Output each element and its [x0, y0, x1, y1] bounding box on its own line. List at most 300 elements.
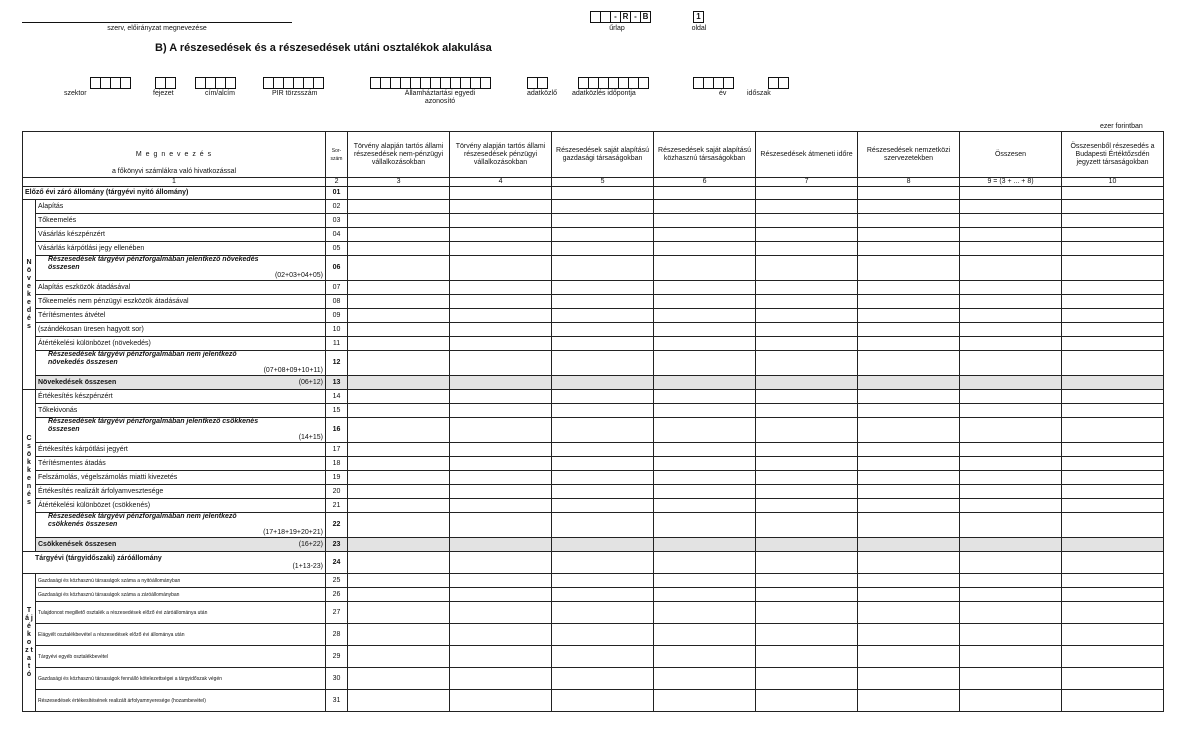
value-cell[interactable] — [552, 552, 654, 574]
value-cell[interactable] — [654, 337, 756, 351]
value-cell[interactable] — [1062, 376, 1164, 390]
value-cell[interactable] — [756, 404, 858, 418]
value-cell[interactable] — [960, 538, 1062, 552]
aht-label: Államháztartási egyedi azonosító — [404, 90, 476, 105]
value-cell[interactable] — [654, 390, 756, 404]
form-label: űrlap — [609, 25, 625, 32]
year-boxes[interactable] — [693, 77, 734, 89]
value-cell[interactable] — [552, 418, 654, 443]
value-cell[interactable] — [348, 309, 450, 323]
value-cell[interactable] — [654, 200, 756, 214]
value-cell[interactable] — [552, 390, 654, 404]
header-col-7: Részesedések átmeneti időre — [756, 132, 858, 178]
value-cell[interactable] — [654, 443, 756, 457]
aht-boxes[interactable] — [370, 77, 491, 89]
value-cell[interactable] — [552, 443, 654, 457]
value-cell[interactable] — [858, 443, 960, 457]
value-cell[interactable] — [858, 471, 960, 485]
value-cell[interactable] — [348, 443, 450, 457]
value-cell[interactable] — [1062, 323, 1164, 337]
row-label-text: Tőkekivonás — [38, 406, 78, 414]
value-cell[interactable] — [1062, 443, 1164, 457]
value-cell[interactable] — [348, 376, 450, 390]
row-number: 06 — [326, 256, 348, 281]
value-cell[interactable] — [654, 457, 756, 471]
pir-boxes[interactable] — [263, 77, 324, 89]
value-cell[interactable] — [348, 418, 450, 443]
value-cell[interactable] — [756, 538, 858, 552]
value-cell[interactable] — [450, 351, 552, 376]
value-cell[interactable] — [756, 624, 858, 646]
row-label — [36, 457, 326, 471]
value-cell[interactable] — [654, 228, 756, 242]
header-name: M e g n e v e z é s a főkönyvi számlákra való hivatkozással — [23, 132, 326, 178]
value-cell[interactable] — [654, 602, 756, 624]
value-cell[interactable] — [1062, 295, 1164, 309]
value-cell[interactable] — [348, 351, 450, 376]
value-cell[interactable] — [858, 242, 960, 256]
value-cell[interactable] — [450, 187, 552, 200]
value-cell[interactable] — [858, 668, 960, 690]
value-cell[interactable] — [1062, 602, 1164, 624]
value-cell[interactable] — [960, 309, 1062, 323]
value-cell[interactable] — [348, 323, 450, 337]
value-cell[interactable] — [552, 668, 654, 690]
row-label — [36, 228, 326, 242]
table-row — [23, 351, 1164, 376]
value-cell[interactable] — [450, 376, 552, 390]
value-cell[interactable] — [450, 323, 552, 337]
value-cell[interactable] — [756, 443, 858, 457]
value-cell[interactable] — [450, 668, 552, 690]
table-row — [23, 574, 1164, 588]
value-cell[interactable] — [960, 457, 1062, 471]
value-cell[interactable] — [756, 214, 858, 228]
value-cell[interactable] — [756, 390, 858, 404]
value-cell[interactable] — [858, 538, 960, 552]
value-cell[interactable] — [756, 418, 858, 443]
value-cell[interactable] — [348, 574, 450, 588]
value-cell[interactable] — [1062, 485, 1164, 499]
value-cell[interactable] — [858, 309, 960, 323]
value-cell[interactable] — [654, 214, 756, 228]
value-cell[interactable] — [348, 200, 450, 214]
value-cell[interactable] — [348, 228, 450, 242]
value-cell[interactable] — [348, 256, 450, 281]
value-cell[interactable] — [552, 457, 654, 471]
value-cell[interactable] — [348, 588, 450, 602]
value-cell[interactable] — [654, 552, 756, 574]
value-cell[interactable] — [1062, 574, 1164, 588]
value-cell[interactable] — [960, 624, 1062, 646]
value-cell[interactable] — [552, 242, 654, 256]
value-cell[interactable] — [654, 668, 756, 690]
value-cell[interactable] — [654, 281, 756, 295]
row-label-text: Részesedések értékesítésének realizált árfolyamnyeresége (hozambevétel) — [38, 697, 206, 704]
value-cell[interactable] — [1062, 624, 1164, 646]
value-cell[interactable] — [960, 351, 1062, 376]
col-number-1: 1 — [23, 178, 326, 187]
value-cell[interactable] — [348, 624, 450, 646]
value-cell[interactable] — [858, 256, 960, 281]
value-cell[interactable] — [756, 588, 858, 602]
value-cell[interactable] — [450, 499, 552, 513]
value-cell[interactable] — [858, 404, 960, 418]
row-number: 09 — [326, 309, 348, 323]
value-cell[interactable] — [858, 690, 960, 712]
value-cell[interactable] — [858, 228, 960, 242]
value-cell[interactable] — [1062, 256, 1164, 281]
value-cell[interactable] — [960, 187, 1062, 200]
value-cell[interactable] — [348, 337, 450, 351]
value-cell[interactable] — [450, 309, 552, 323]
value-cell[interactable] — [552, 295, 654, 309]
value-cell[interactable] — [348, 390, 450, 404]
value-cell[interactable] — [858, 390, 960, 404]
value-cell[interactable] — [756, 471, 858, 485]
value-cell[interactable] — [552, 646, 654, 668]
value-cell[interactable] — [756, 242, 858, 256]
value-cell[interactable] — [858, 646, 960, 668]
value-cell[interactable] — [348, 404, 450, 418]
value-cell[interactable] — [654, 404, 756, 418]
value-cell[interactable] — [1062, 457, 1164, 471]
value-cell[interactable] — [450, 443, 552, 457]
value-cell[interactable] — [450, 574, 552, 588]
value-cell[interactable] — [348, 187, 450, 200]
table-row — [23, 499, 1164, 513]
row-formula: (16+22) — [298, 540, 324, 548]
value-cell[interactable] — [1062, 538, 1164, 552]
value-cell[interactable] — [1062, 471, 1164, 485]
row-number: 14 — [326, 390, 348, 404]
value-cell[interactable] — [348, 485, 450, 499]
value-cell[interactable] — [348, 538, 450, 552]
value-cell[interactable] — [654, 323, 756, 337]
value-cell[interactable] — [1062, 281, 1164, 295]
value-cell[interactable] — [654, 574, 756, 588]
value-cell[interactable] — [960, 323, 1062, 337]
value-cell[interactable] — [552, 309, 654, 323]
value-cell[interactable] — [1062, 351, 1164, 376]
col-number-6: 6 — [654, 178, 756, 187]
value-cell[interactable] — [552, 323, 654, 337]
value-cell[interactable] — [450, 295, 552, 309]
value-cell[interactable] — [654, 295, 756, 309]
value-cell[interactable] — [756, 552, 858, 574]
date-boxes[interactable] — [578, 77, 649, 89]
value-cell[interactable] — [450, 646, 552, 668]
value-cell[interactable] — [756, 323, 858, 337]
value-cell[interactable] — [960, 228, 1062, 242]
value-cell[interactable] — [1062, 668, 1164, 690]
row-label — [36, 646, 326, 668]
value-cell[interactable] — [858, 187, 960, 200]
row-number: 18 — [326, 457, 348, 471]
value-cell[interactable] — [960, 668, 1062, 690]
value-cell[interactable] — [858, 485, 960, 499]
value-cell[interactable] — [552, 538, 654, 552]
value-cell[interactable] — [756, 499, 858, 513]
col-number-2: 2 — [326, 178, 348, 187]
value-cell[interactable] — [348, 690, 450, 712]
value-cell[interactable] — [450, 281, 552, 295]
value-cell[interactable] — [1062, 309, 1164, 323]
value-cell[interactable] — [450, 588, 552, 602]
value-cell[interactable] — [960, 214, 1062, 228]
value-cell[interactable] — [960, 242, 1062, 256]
value-cell[interactable] — [756, 646, 858, 668]
table-row — [23, 281, 1164, 295]
value-cell[interactable] — [1062, 228, 1164, 242]
row-label — [23, 552, 326, 574]
value-cell[interactable] — [552, 200, 654, 214]
value-cell[interactable] — [756, 295, 858, 309]
value-cell[interactable] — [1062, 242, 1164, 256]
value-cell[interactable] — [654, 242, 756, 256]
value-cell[interactable] — [654, 351, 756, 376]
value-cell[interactable] — [348, 242, 450, 256]
value-cell[interactable] — [552, 214, 654, 228]
value-cell[interactable] — [960, 552, 1062, 574]
value-cell[interactable] — [960, 690, 1062, 712]
value-cell[interactable] — [552, 351, 654, 376]
value-cell[interactable] — [552, 574, 654, 588]
value-cell[interactable] — [858, 588, 960, 602]
row-formula: (17+18+19+20+21) — [263, 529, 324, 536]
value-cell[interactable] — [654, 485, 756, 499]
value-cell[interactable] — [756, 457, 858, 471]
value-cell[interactable] — [858, 376, 960, 390]
value-cell[interactable] — [960, 200, 1062, 214]
value-cell[interactable] — [1062, 588, 1164, 602]
value-cell[interactable] — [1062, 646, 1164, 668]
value-cell[interactable] — [552, 471, 654, 485]
value-cell[interactable] — [450, 200, 552, 214]
value-cell[interactable] — [654, 418, 756, 443]
value-cell[interactable] — [1062, 513, 1164, 538]
value-cell[interactable] — [552, 228, 654, 242]
value-cell[interactable] — [960, 602, 1062, 624]
value-cell[interactable] — [552, 281, 654, 295]
value-cell[interactable] — [654, 256, 756, 281]
row-number: 03 — [326, 214, 348, 228]
value-cell[interactable] — [654, 376, 756, 390]
row-label-text: Értékesítés kárpótlási jegyért — [38, 445, 128, 453]
value-cell[interactable] — [960, 390, 1062, 404]
value-cell[interactable] — [552, 588, 654, 602]
value-cell[interactable] — [756, 228, 858, 242]
value-cell[interactable] — [654, 690, 756, 712]
value-cell[interactable] — [348, 281, 450, 295]
value-cell[interactable] — [960, 443, 1062, 457]
value-cell[interactable] — [348, 646, 450, 668]
value-cell[interactable] — [450, 471, 552, 485]
table-row — [23, 200, 1164, 214]
value-cell[interactable] — [858, 337, 960, 351]
value-cell[interactable] — [858, 323, 960, 337]
value-cell[interactable] — [756, 574, 858, 588]
value-cell[interactable] — [348, 552, 450, 574]
value-cell[interactable] — [960, 646, 1062, 668]
value-cell[interactable] — [552, 624, 654, 646]
row-label-text: Felszámolás, végelszámolás miatti kivezetés — [38, 473, 178, 481]
value-cell[interactable] — [756, 200, 858, 214]
value-cell[interactable] — [1062, 337, 1164, 351]
value-cell[interactable] — [450, 690, 552, 712]
value-cell[interactable] — [654, 624, 756, 646]
row-label — [36, 485, 326, 499]
value-cell[interactable] — [756, 187, 858, 200]
value-cell[interactable] — [552, 376, 654, 390]
col-number-3: 3 — [348, 178, 450, 187]
value-cell[interactable] — [960, 499, 1062, 513]
value-cell[interactable] — [450, 552, 552, 574]
value-cell[interactable] — [552, 499, 654, 513]
value-cell[interactable] — [858, 457, 960, 471]
value-cell[interactable] — [450, 214, 552, 228]
value-cell[interactable] — [552, 602, 654, 624]
value-cell[interactable] — [858, 499, 960, 513]
value-cell[interactable] — [960, 513, 1062, 538]
sector-boxes[interactable] — [90, 77, 131, 89]
value-cell[interactable] — [348, 214, 450, 228]
value-cell[interactable] — [348, 471, 450, 485]
value-cell[interactable] — [960, 471, 1062, 485]
value-cell[interactable] — [348, 499, 450, 513]
value-cell[interactable] — [450, 242, 552, 256]
value-cell[interactable] — [960, 376, 1062, 390]
value-cell[interactable] — [858, 602, 960, 624]
value-cell[interactable] — [756, 668, 858, 690]
value-cell[interactable] — [960, 418, 1062, 443]
value-cell[interactable] — [960, 256, 1062, 281]
value-cell[interactable] — [960, 485, 1062, 499]
page-box[interactable]: 1 — [693, 11, 704, 23]
value-cell[interactable] — [756, 256, 858, 281]
value-cell[interactable] — [858, 624, 960, 646]
value-cell[interactable] — [450, 256, 552, 281]
row-label — [36, 602, 326, 624]
period-label: időszak — [747, 90, 771, 97]
value-cell[interactable] — [654, 187, 756, 200]
value-cell[interactable] — [858, 513, 960, 538]
value-cell[interactable] — [960, 404, 1062, 418]
value-cell[interactable] — [552, 187, 654, 200]
value-cell[interactable] — [654, 471, 756, 485]
year-label: év — [719, 90, 727, 97]
value-cell[interactable] — [1062, 418, 1164, 443]
table-row — [23, 228, 1164, 242]
value-cell[interactable] — [552, 485, 654, 499]
value-cell[interactable] — [858, 418, 960, 443]
value-cell[interactable] — [960, 588, 1062, 602]
value-cell[interactable] — [756, 485, 858, 499]
value-cell[interactable] — [1062, 214, 1164, 228]
value-cell[interactable] — [858, 552, 960, 574]
value-cell[interactable] — [654, 499, 756, 513]
value-cell[interactable] — [858, 574, 960, 588]
value-cell[interactable] — [450, 337, 552, 351]
chapter-boxes[interactable] — [155, 77, 176, 89]
side-label-csokkenes: C s ö k k e n é s — [23, 390, 36, 552]
value-cell[interactable] — [450, 485, 552, 499]
value-cell[interactable] — [1062, 187, 1164, 200]
value-cell[interactable] — [858, 200, 960, 214]
value-cell[interactable] — [858, 214, 960, 228]
value-cell[interactable] — [756, 351, 858, 376]
value-cell[interactable] — [756, 513, 858, 538]
row-label-text: Gazdasági és közhasznú társaságok száma a nyitóállományban — [38, 577, 181, 584]
row-label — [36, 443, 326, 457]
value-cell[interactable] — [1062, 552, 1164, 574]
value-cell[interactable] — [450, 404, 552, 418]
row-label — [36, 513, 326, 538]
value-cell[interactable] — [654, 646, 756, 668]
value-cell[interactable] — [450, 418, 552, 443]
value-cell[interactable] — [450, 602, 552, 624]
value-cell[interactable] — [654, 538, 756, 552]
value-cell[interactable] — [960, 295, 1062, 309]
value-cell[interactable] — [756, 337, 858, 351]
value-cell[interactable] — [756, 281, 858, 295]
reporter-boxes[interactable] — [527, 77, 548, 89]
value-cell[interactable] — [450, 538, 552, 552]
value-cell[interactable] — [858, 295, 960, 309]
value-cell[interactable] — [1062, 390, 1164, 404]
value-cell[interactable] — [348, 668, 450, 690]
value-cell[interactable] — [960, 337, 1062, 351]
value-cell[interactable] — [552, 256, 654, 281]
value-cell[interactable] — [552, 690, 654, 712]
row-number: 17 — [326, 443, 348, 457]
value-cell[interactable] — [450, 513, 552, 538]
value-cell[interactable] — [450, 228, 552, 242]
value-cell[interactable] — [756, 690, 858, 712]
value-cell[interactable] — [756, 376, 858, 390]
value-cell[interactable] — [348, 513, 450, 538]
value-cell[interactable] — [552, 404, 654, 418]
value-cell[interactable] — [960, 574, 1062, 588]
title-boxes[interactable] — [195, 77, 236, 89]
row-label — [36, 281, 326, 295]
value-cell[interactable] — [756, 602, 858, 624]
value-cell[interactable] — [654, 513, 756, 538]
value-cell[interactable] — [960, 281, 1062, 295]
period-boxes[interactable] — [768, 77, 789, 89]
value-cell[interactable] — [450, 390, 552, 404]
value-cell[interactable] — [552, 337, 654, 351]
value-cell[interactable] — [858, 281, 960, 295]
value-cell[interactable] — [348, 602, 450, 624]
value-cell[interactable] — [858, 351, 960, 376]
value-cell[interactable] — [654, 588, 756, 602]
form-code-boxes[interactable]: - R - B — [590, 11, 651, 23]
value-cell[interactable] — [1062, 690, 1164, 712]
value-cell[interactable] — [552, 513, 654, 538]
value-cell[interactable] — [348, 295, 450, 309]
value-cell[interactable] — [1062, 404, 1164, 418]
value-cell[interactable] — [1062, 499, 1164, 513]
value-cell[interactable] — [756, 309, 858, 323]
value-cell[interactable] — [348, 457, 450, 471]
row-label-text: Értékesítés realizált árfolyamvesztesége — [38, 487, 164, 495]
value-cell[interactable] — [1062, 200, 1164, 214]
value-cell[interactable] — [450, 624, 552, 646]
value-cell[interactable] — [450, 457, 552, 471]
value-cell[interactable] — [654, 309, 756, 323]
reporter-label: adatközlő — [527, 90, 557, 97]
